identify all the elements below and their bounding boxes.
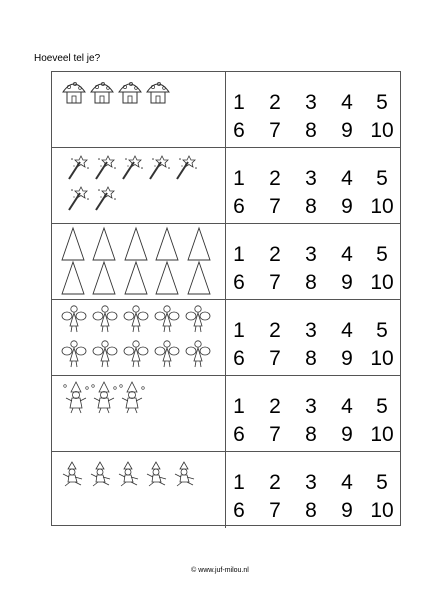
mushroom-house-icon — [63, 82, 85, 103]
number-choice[interactable]: 4 — [341, 395, 353, 418]
number-choice[interactable]: 7 — [269, 195, 281, 218]
gnome-hat-icon — [93, 228, 115, 260]
number-choice[interactable]: 1 — [233, 91, 245, 114]
number-choice[interactable]: 6 — [233, 195, 245, 218]
picture-cell-1 — [52, 72, 226, 147]
number-choices-4 — [227, 300, 400, 375]
number-choice[interactable]: 3 — [305, 395, 317, 418]
number-choice[interactable]: 1 — [233, 319, 245, 342]
fairy-icon — [186, 306, 210, 332]
footer-copyright: © www.juf-milou.nl — [191, 567, 249, 574]
fairy-group — [52, 300, 226, 376]
number-choice[interactable]: 3 — [305, 91, 317, 114]
number-choice[interactable]: 3 — [305, 167, 317, 190]
number-choice[interactable]: 8 — [305, 271, 317, 294]
gnome-hat-icon — [156, 228, 178, 260]
worksheet-row-4 — [52, 300, 400, 376]
fairy-icon — [124, 341, 148, 367]
number-choice[interactable]: 1 — [233, 243, 245, 266]
gnome-standing-icon — [92, 382, 117, 413]
number-choice[interactable]: 5 — [376, 91, 388, 114]
magic-wand-icon — [96, 156, 116, 179]
gnome-hat-icon — [125, 262, 147, 294]
number-choices-5 — [227, 376, 400, 451]
number-choice[interactable]: 6 — [233, 271, 245, 294]
number-choice[interactable]: 8 — [305, 119, 317, 142]
number-choices-2 — [227, 148, 400, 223]
gnome-hat-icon — [156, 262, 178, 294]
gnome-standing-icon — [120, 382, 145, 413]
number-choice[interactable]: 5 — [376, 319, 388, 342]
number-choice[interactable]: 3 — [305, 471, 317, 494]
number-choice[interactable]: 8 — [305, 195, 317, 218]
gnome-hat-icon — [188, 262, 210, 294]
gnome-hat-icon — [62, 262, 84, 294]
mushroom-house-icon — [119, 82, 141, 103]
running-gnome-icon — [175, 462, 194, 486]
number-choice[interactable]: 2 — [269, 91, 281, 114]
fairy-icon — [155, 306, 179, 332]
magic-wand-icon — [123, 156, 143, 179]
fairy-icon — [93, 341, 117, 367]
running-gnome-group — [52, 452, 226, 528]
number-choice[interactable]: 2 — [269, 167, 281, 190]
number-choices-3 — [227, 224, 400, 299]
number-choice[interactable]: 2 — [269, 243, 281, 266]
gnome-hat-icon — [62, 228, 84, 260]
picture-cell-6 — [52, 452, 226, 528]
number-choice[interactable]: 9 — [341, 195, 353, 218]
worksheet-row-5 — [52, 376, 400, 452]
number-choice[interactable]: 2 — [269, 471, 281, 494]
magic-wand-icon — [96, 187, 116, 210]
fairy-icon — [93, 306, 117, 332]
magic-wand-icon — [69, 156, 89, 179]
number-choice[interactable]: 8 — [305, 423, 317, 446]
magic-wand-icon — [150, 156, 170, 179]
fairy-icon — [62, 341, 86, 367]
fairy-icon — [155, 341, 179, 367]
worksheet-row-1 — [52, 72, 400, 148]
number-choice[interactable]: 9 — [341, 271, 353, 294]
gnome-standing-group — [52, 376, 226, 452]
number-choice[interactable]: 6 — [233, 423, 245, 446]
worksheet-title: Hoeveel tel je? — [34, 53, 101, 64]
number-choice[interactable]: 5 — [376, 167, 388, 190]
number-choice[interactable]: 7 — [269, 119, 281, 142]
number-choice[interactable]: 2 — [269, 395, 281, 418]
worksheet-row-2 — [52, 148, 400, 224]
running-gnome-icon — [63, 462, 82, 486]
running-gnome-icon — [147, 462, 166, 486]
number-choice[interactable]: 3 — [305, 319, 317, 342]
magic-wand-icon — [177, 156, 197, 179]
number-choice[interactable]: 10 — [370, 347, 394, 370]
number-choices-6 — [227, 452, 400, 528]
number-choices-1 — [227, 72, 400, 147]
number-choice[interactable]: 4 — [341, 91, 353, 114]
picture-cell-3 — [52, 224, 226, 299]
number-choice[interactable]: 4 — [341, 167, 353, 190]
number-choice[interactable]: 6 — [233, 499, 245, 522]
number-choice[interactable]: 10 — [370, 119, 394, 142]
running-gnome-icon — [119, 462, 138, 486]
number-choice[interactable]: 8 — [305, 347, 317, 370]
worksheet-row-6 — [52, 452, 400, 528]
fairy-icon — [124, 306, 148, 332]
number-choice[interactable]: 7 — [269, 347, 281, 370]
number-choice[interactable]: 5 — [376, 471, 388, 494]
picture-cell-4 — [52, 300, 226, 375]
number-choice[interactable]: 7 — [269, 499, 281, 522]
number-choice[interactable]: 2 — [269, 319, 281, 342]
counting-worksheet-table — [51, 71, 401, 526]
number-choice[interactable]: 4 — [341, 319, 353, 342]
number-choice[interactable]: 6 — [233, 119, 245, 142]
mushroom-house-icon — [91, 82, 113, 103]
magic-wand-icon — [69, 187, 89, 210]
number-choice[interactable]: 1 — [233, 395, 245, 418]
running-gnome-icon — [91, 462, 110, 486]
gnome-hat-icon — [93, 262, 115, 294]
number-choice[interactable]: 10 — [370, 499, 394, 522]
number-choice[interactable]: 6 — [233, 347, 245, 370]
picture-cell-5 — [52, 376, 226, 451]
magic-wand-group — [52, 148, 226, 224]
number-choice[interactable]: 5 — [376, 395, 388, 418]
number-choice[interactable]: 1 — [233, 471, 245, 494]
number-choice[interactable]: 9 — [341, 119, 353, 142]
number-choice[interactable]: 1 — [233, 167, 245, 190]
fairy-icon — [186, 341, 210, 367]
number-choice[interactable]: 4 — [341, 243, 353, 266]
number-choice[interactable]: 9 — [341, 347, 353, 370]
worksheet-row-3 — [52, 224, 400, 300]
number-choice[interactable]: 4 — [341, 471, 353, 494]
number-choice[interactable]: 5 — [376, 243, 388, 266]
picture-cell-2 — [52, 148, 226, 223]
mushroom-house-group — [52, 72, 226, 148]
number-choice[interactable]: 10 — [370, 423, 394, 446]
number-choice[interactable]: 9 — [341, 423, 353, 446]
gnome-hat-group — [52, 224, 226, 300]
number-choice[interactable]: 10 — [370, 271, 394, 294]
number-choice[interactable]: 10 — [370, 195, 394, 218]
number-choice[interactable]: 7 — [269, 423, 281, 446]
gnome-hat-icon — [125, 228, 147, 260]
gnome-standing-icon — [64, 382, 89, 413]
mushroom-house-icon — [147, 82, 169, 103]
fairy-icon — [62, 306, 86, 332]
gnome-hat-icon — [188, 228, 210, 260]
number-choice[interactable]: 7 — [269, 271, 281, 294]
number-choice[interactable]: 8 — [305, 499, 317, 522]
number-choice[interactable]: 3 — [305, 243, 317, 266]
number-choice[interactable]: 9 — [341, 499, 353, 522]
